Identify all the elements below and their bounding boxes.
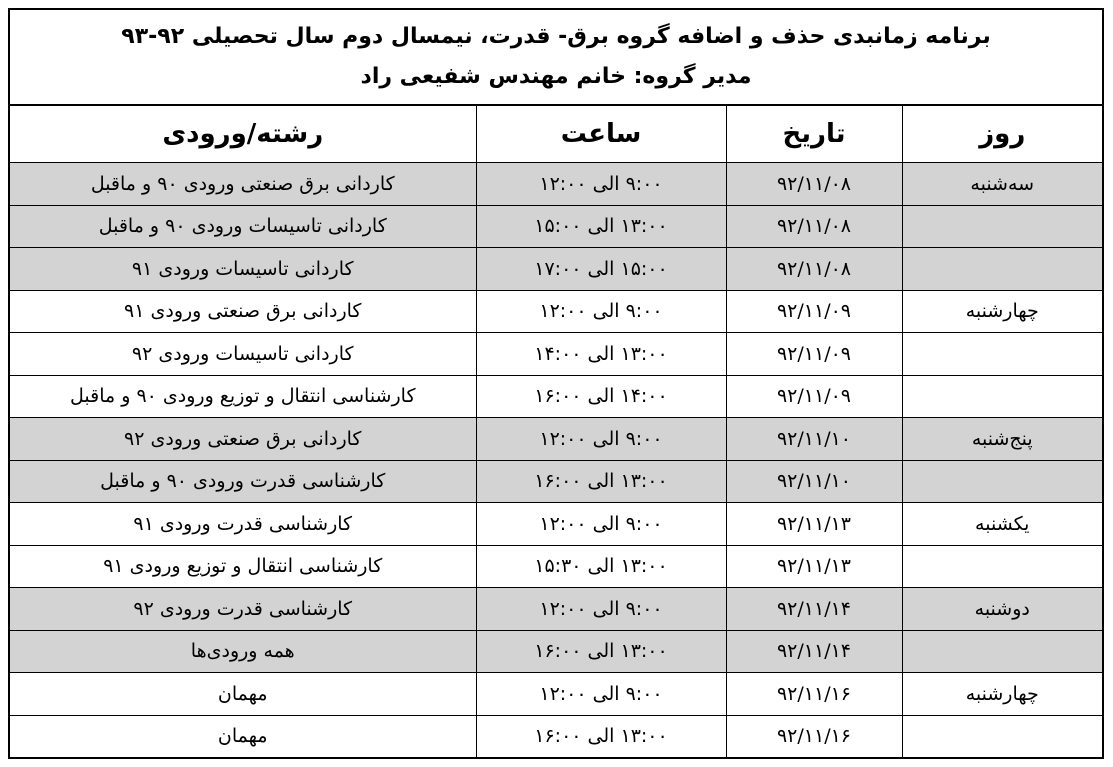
cell-field: کارشناسی قدرت ورودی ۹۲ — [10, 588, 476, 631]
cell-date: ۹۲/۱۱/۱۳ — [726, 545, 902, 588]
document-title: برنامه زمانبدی حذف و اضافه گروه برق- قدرت، نیمسال دوم سال تحصیلی ۹۲-۹۳ — [121, 24, 991, 49]
cell-date: ۹۲/۱۱/۱۰ — [726, 460, 902, 503]
cell-time: ۱۳:۰۰ الی ۱۶:۰۰ — [476, 460, 726, 503]
cell-time: ۱۳:۰۰ الی ۱۵:۰۰ — [476, 205, 726, 248]
table-row — [10, 418, 1102, 461]
cell-date: ۹۲/۱۱/۱۶ — [726, 715, 902, 757]
cell-time: ۱۳:۰۰ الی ۱۴:۰۰ — [476, 333, 726, 376]
title-block — [10, 10, 1102, 106]
cell-field: کارشناسی قدرت ورودی ۹۰ و ماقبل — [10, 460, 476, 503]
cell-field: کاردانی تاسیسات ورودی ۹۱ — [10, 248, 476, 291]
cell-day: چهارشنبه — [902, 290, 1102, 333]
cell-time: ۱۳:۰۰ الی ۱۵:۳۰ — [476, 545, 726, 588]
column-header-day: روز — [902, 106, 1102, 163]
cell-day: چهارشنبه — [902, 673, 1102, 716]
cell-time: ۹:۰۰ الی ۱۲:۰۰ — [476, 418, 726, 461]
schedule-table — [10, 106, 1102, 757]
table-row — [10, 290, 1102, 333]
column-header-time: ساعت — [476, 106, 726, 163]
table-row — [10, 715, 1102, 757]
table-row — [10, 375, 1102, 418]
table-row — [10, 673, 1102, 716]
table-row — [10, 503, 1102, 546]
cell-day — [902, 333, 1102, 376]
cell-date: ۹۲/۱۱/۱۴ — [726, 630, 902, 673]
cell-day: سه‌شنبه — [902, 163, 1102, 206]
table-row — [10, 545, 1102, 588]
cell-field: مهمان — [10, 715, 476, 757]
cell-field: کاردانی برق صنعتی ورودی ۹۲ — [10, 418, 476, 461]
cell-day — [902, 375, 1102, 418]
table-row — [10, 630, 1102, 673]
cell-time: ۹:۰۰ الی ۱۲:۰۰ — [476, 163, 726, 206]
column-header-field: رشته/ورودی — [10, 106, 476, 163]
table-header-row — [10, 106, 1102, 163]
cell-day: یکشنبه — [902, 503, 1102, 546]
cell-field: مهمان — [10, 673, 476, 716]
cell-field: کاردانی برق صنعتی ورودی ۹۱ — [10, 290, 476, 333]
table-row — [10, 460, 1102, 503]
cell-day — [902, 205, 1102, 248]
cell-time: ۹:۰۰ الی ۱۲:۰۰ — [476, 588, 726, 631]
cell-field: کارشناسی انتقال و توزیع ورودی ۹۰ و ماقبل — [10, 375, 476, 418]
cell-day — [902, 248, 1102, 291]
cell-field: کاردانی تاسیسات ورودی ۹۲ — [10, 333, 476, 376]
cell-field: همه ورودی‌ها — [10, 630, 476, 673]
cell-day — [902, 460, 1102, 503]
cell-day: دوشنبه — [902, 588, 1102, 631]
cell-day — [902, 630, 1102, 673]
cell-day — [902, 715, 1102, 757]
group-manager: مدیر گروه: خانم مهندس شفیعی راد — [360, 64, 752, 89]
table-row — [10, 248, 1102, 291]
cell-day: پنج‌شنبه — [902, 418, 1102, 461]
column-header-date: تاریخ — [726, 106, 902, 163]
cell-date: ۹۲/۱۱/۱۴ — [726, 588, 902, 631]
table-row — [10, 205, 1102, 248]
cell-time: ۹:۰۰ الی ۱۲:۰۰ — [476, 673, 726, 716]
cell-date: ۹۲/۱۱/۱۶ — [726, 673, 902, 716]
cell-field: کارشناسی انتقال و توزیع ورودی ۹۱ — [10, 545, 476, 588]
cell-time: ۹:۰۰ الی ۱۲:۰۰ — [476, 290, 726, 333]
cell-date: ۹۲/۱۱/۰۹ — [726, 290, 902, 333]
cell-field: کاردانی تاسیسات ورودی ۹۰ و ماقبل — [10, 205, 476, 248]
cell-time: ۱۴:۰۰ الی ۱۶:۰۰ — [476, 375, 726, 418]
cell-date: ۹۲/۱۱/۰۸ — [726, 248, 902, 291]
cell-time: ۱۵:۰۰ الی ۱۷:۰۰ — [476, 248, 726, 291]
cell-date: ۹۲/۱۱/۱۰ — [726, 418, 902, 461]
schedule-document — [8, 8, 1104, 759]
table-row — [10, 333, 1102, 376]
cell-date: ۹۲/۱۱/۰۹ — [726, 333, 902, 376]
cell-field: کارشناسی قدرت ورودی ۹۱ — [10, 503, 476, 546]
cell-time: ۱۳:۰۰ الی ۱۶:۰۰ — [476, 630, 726, 673]
cell-time: ۱۳:۰۰ الی ۱۶:۰۰ — [476, 715, 726, 757]
cell-field: کاردانی برق صنعتی ورودی ۹۰ و ماقبل — [10, 163, 476, 206]
table-row — [10, 163, 1102, 206]
cell-date: ۹۲/۱۱/۰۸ — [726, 163, 902, 206]
cell-date: ۹۲/۱۱/۰۹ — [726, 375, 902, 418]
cell-date: ۹۲/۱۱/۰۸ — [726, 205, 902, 248]
table-row — [10, 588, 1102, 631]
cell-date: ۹۲/۱۱/۱۳ — [726, 503, 902, 546]
cell-day — [902, 545, 1102, 588]
cell-time: ۹:۰۰ الی ۱۲:۰۰ — [476, 503, 726, 546]
